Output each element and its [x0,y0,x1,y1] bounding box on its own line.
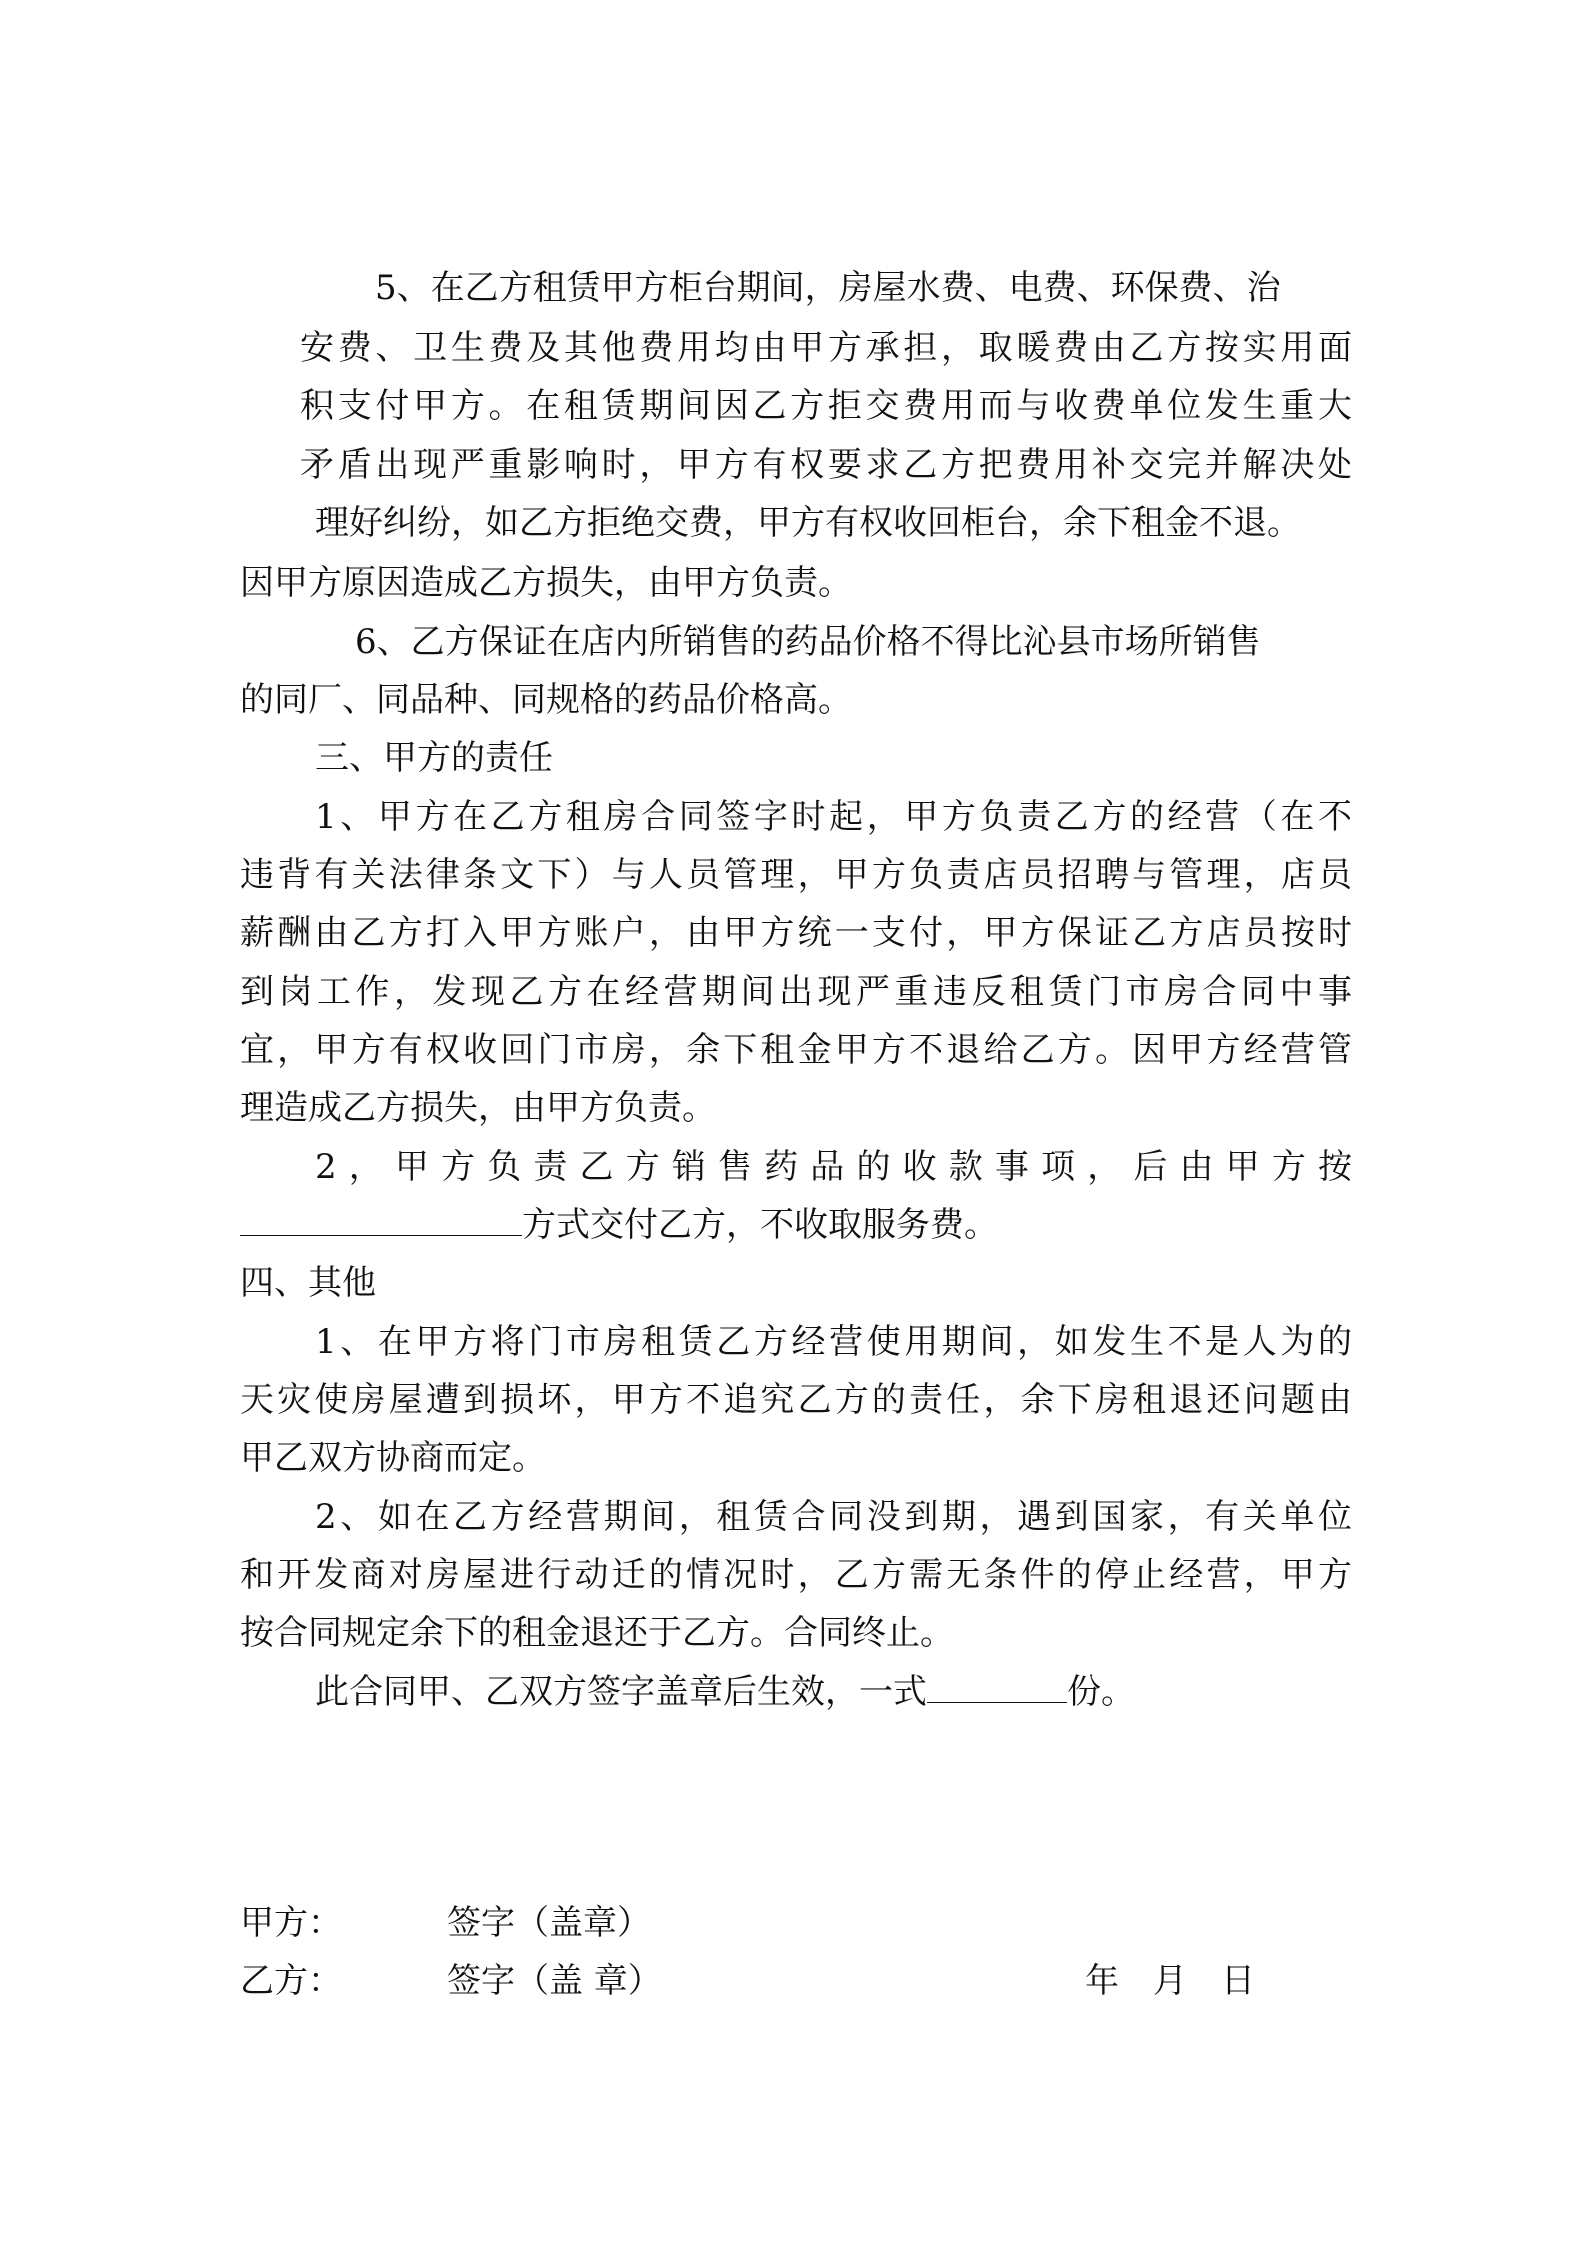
closing-tail: 份。 [1067,1672,1135,1712]
section-3-item-2-line-1: 2，甲方负责乙方销售药品的收款事项，后由甲方按 [315,1147,1352,1187]
payment-method-tail: 方式交付乙方，不收取服务费。 [522,1205,998,1245]
section-3-item-1-line-2: 违背有关法律条文下）与人员管理，甲方负责店员招聘与管理，店员 [240,855,1352,895]
section-3-item-1-line-6: 理造成乙方损失，由甲方负责。 [240,1088,716,1128]
clause-5-line-3: 积支付甲方。在租赁期间因乙方拒交费用而与收费单位发生重大 [300,386,1352,426]
section-3-item-2-line-2 [240,1205,998,1245]
signature-date: 年 月 日 [1085,1961,1255,2001]
section-4-item-1-line-3: 甲乙双方协商而定。 [240,1438,546,1478]
section-4-item-1-line-2: 天灾使房屋遭到损坏，甲方不追究乙方的责任，余下房租退还问题由 [240,1380,1352,1420]
copies-blank [927,1672,1067,1703]
payment-method-blank [240,1205,522,1236]
section-4-item-2-line-1: 2、如在乙方经营期间，租赁合同没到期，遇到国家，有关单位 [315,1497,1352,1537]
closing-text: 此合同甲、乙双方签字盖章后生效，一式 [315,1672,927,1712]
party-b-signature: 签字（盖 章） [447,1961,662,2001]
section-3-heading: 三、甲方的责任 [315,738,553,778]
clause-5-line-2: 安费、卫生费及其他费用均由甲方承担，取暖费由乙方按实用面 [300,328,1352,368]
section-4-item-2-line-2: 和开发商对房屋进行动迁的情况时，乙方需无条件的停止经营，甲方 [240,1555,1352,1595]
clause-5-line-6: 因甲方原因造成乙方损失，由甲方负责。 [240,563,852,603]
section-4-heading: 四、其他 [240,1263,376,1303]
clause-6-line-2: 的同厂、同品种、同规格的药品价格高。 [240,680,852,720]
clause-6-line-1: 6、乙方保证在店内所销售的药品价格不得比沁县市场所销售 [355,622,1261,662]
clause-5-line-5: 理好纠纷，如乙方拒绝交费，甲方有权收回柜台，余下租金不退。 [315,503,1301,543]
clause-5-line-1: 5、在乙方租赁甲方柜台期间，房屋水费、电费、环保费、治 [375,268,1281,308]
section-3-item-1-line-3: 薪酬由乙方打入甲方账户，由甲方统一支付，甲方保证乙方店员按时 [240,913,1352,953]
party-b-label: 乙方： [240,1961,342,2001]
clause-5-line-4: 矛盾出现严重影响时，甲方有权要求乙方把费用补交完并解决处 [300,445,1352,485]
section-4-item-1-line-1: 1、在甲方将门市房租赁乙方经营使用期间，如发生不是人为的 [315,1322,1352,1362]
party-a-signature: 签字（盖章） [447,1903,651,1943]
section-3-item-1-line-1: 1、甲方在乙方租房合同签字时起，甲方负责乙方的经营（在不 [315,797,1352,837]
closing-statement [315,1672,1135,1712]
section-3-item-1-line-5: 宜，甲方有权收回门市房，余下租金甲方不退给乙方。因甲方经营管 [240,1030,1352,1070]
section-4-item-2-line-3: 按合同规定余下的租金退还于乙方。合同终止。 [240,1613,954,1653]
section-3-item-1-line-4: 到岗工作，发现乙方在经营期间出现严重违反租赁门市房合同中事 [240,972,1352,1012]
party-a-label: 甲方： [240,1903,342,1943]
